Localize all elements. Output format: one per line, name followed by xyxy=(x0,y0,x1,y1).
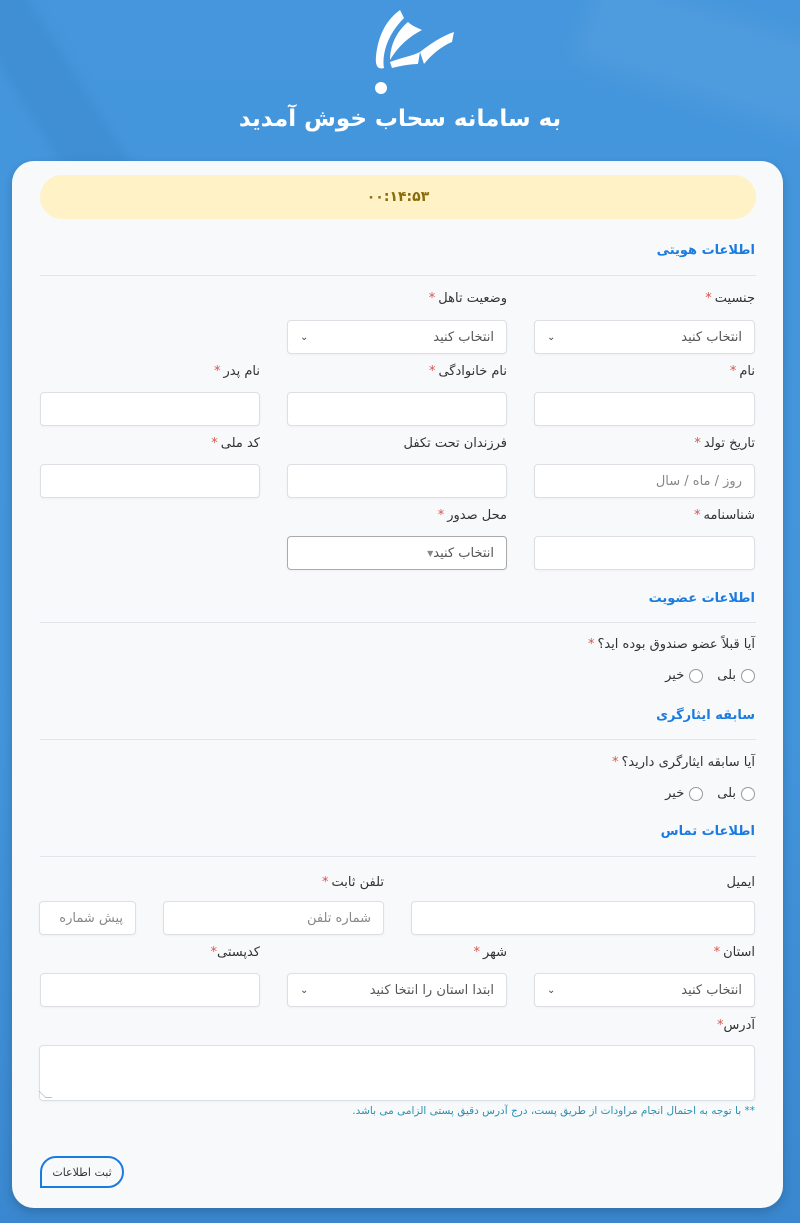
gender-label xyxy=(705,291,755,306)
required-mark: * xyxy=(211,436,218,451)
resize-handle-icon[interactable] xyxy=(39,1091,53,1098)
id-number-label xyxy=(694,508,755,523)
dependents-label xyxy=(403,436,507,451)
membership-option-yes[interactable] xyxy=(717,668,755,683)
marital-select-value: انتخاب کنید xyxy=(433,329,494,345)
section-divider xyxy=(40,856,756,857)
national-code-label xyxy=(211,436,260,451)
issue-place-label xyxy=(438,508,507,523)
city-label xyxy=(473,945,507,960)
postal-code-input[interactable] xyxy=(40,973,260,1007)
required-mark: * xyxy=(322,875,329,890)
email-label-text: ایمیل xyxy=(726,875,755,890)
birth-date-input[interactable] xyxy=(534,464,755,498)
required-mark: * xyxy=(214,364,221,379)
membership-option-no[interactable] xyxy=(665,668,703,683)
gender-select-value: انتخاب کنید xyxy=(681,329,742,345)
sacrifice-option-yes[interactable] xyxy=(717,786,755,801)
marital-label xyxy=(429,291,507,306)
phone-number-input[interactable] xyxy=(163,901,384,935)
city-select-value: ابتدا استان را انتخا کنید xyxy=(369,982,494,998)
sacrifice-option-no[interactable] xyxy=(665,786,703,801)
section-title-sacrifice: سابقه ایثارگری xyxy=(656,708,755,723)
radio-label: خیر xyxy=(665,786,685,801)
chevron-down-icon: ⌄ xyxy=(547,984,556,996)
section-title-identity: اطلاعات هویتی xyxy=(656,243,755,258)
issue-place-select-value: انتخاب کنید xyxy=(433,545,494,561)
last-name-label xyxy=(429,364,507,379)
first-name-input[interactable] xyxy=(534,392,755,426)
phone-prefix-placeholder: پیش شماره xyxy=(59,910,123,926)
page-header xyxy=(0,0,800,160)
phone-label-text: تلفن ثابت xyxy=(331,875,384,890)
required-mark: * xyxy=(694,508,701,523)
issue-place-label-text: محل صدور xyxy=(447,508,507,523)
dependents-label-text: فرزندان تحت تکفل xyxy=(403,436,507,451)
radio-button[interactable] xyxy=(741,669,755,683)
gender-label-text: جنسیت xyxy=(714,291,755,306)
national-code-input[interactable] xyxy=(40,464,260,498)
section-title-membership: اطلاعات عضویت xyxy=(648,591,755,606)
marital-select[interactable] xyxy=(287,320,507,354)
gender-select[interactable] xyxy=(534,320,755,354)
section-title-contact: اطلاعات تماس xyxy=(660,824,755,839)
national-code-label-text: کد ملی xyxy=(220,436,260,451)
membership-radio-group xyxy=(657,668,755,683)
address-label-text: آدرس xyxy=(723,1018,755,1033)
required-mark: * xyxy=(437,508,445,523)
section-divider xyxy=(40,275,756,276)
phone-prefix-input[interactable] xyxy=(39,901,136,935)
last-name-label-text: نام خانوادگی xyxy=(438,364,507,379)
postal-code-label-text: کدپستی xyxy=(217,945,260,960)
birth-date-placeholder: روز / ماه / سال xyxy=(655,473,742,489)
province-select-value: انتخاب کنید xyxy=(681,982,742,998)
required-mark: * xyxy=(587,637,595,652)
sacrifice-radio-group xyxy=(657,786,755,801)
birth-date-label-text: تاریخ تولد xyxy=(703,436,755,451)
father-name-input[interactable] xyxy=(40,392,260,426)
province-label xyxy=(714,945,755,960)
radio-button[interactable] xyxy=(689,669,703,683)
registration-form xyxy=(12,161,783,1208)
father-name-label-text: نام پدر xyxy=(223,364,260,379)
province-select[interactable] xyxy=(534,973,755,1007)
required-mark: * xyxy=(210,945,217,960)
radio-button[interactable] xyxy=(689,787,703,801)
radio-button[interactable] xyxy=(741,787,755,801)
section-divider xyxy=(40,739,756,740)
birth-date-label xyxy=(694,436,755,451)
required-mark: * xyxy=(694,436,701,451)
dependents-input[interactable] xyxy=(287,464,507,498)
email-input[interactable] xyxy=(411,901,755,935)
email-label xyxy=(726,875,755,890)
required-mark: * xyxy=(713,945,721,960)
required-mark: * xyxy=(729,364,737,379)
id-number-label-text: شناسنامه xyxy=(703,508,755,523)
city-label-text: شهر xyxy=(482,945,507,960)
section-divider xyxy=(40,622,756,623)
sacrifice-question-text: آیا سابقه ایثارگری دارید؟ xyxy=(621,755,755,770)
address-textarea[interactable] xyxy=(39,1045,755,1101)
required-mark: * xyxy=(716,1018,724,1033)
phone-number-placeholder: شماره تلفن xyxy=(307,910,371,926)
phone-label xyxy=(322,875,384,890)
countdown-timer: ۰۰:۱۴:۵۳ xyxy=(40,175,756,219)
welcome-title: به سامانه سحاب خوش آمدید xyxy=(238,106,562,132)
last-name-input[interactable] xyxy=(287,392,507,426)
address-label xyxy=(717,1018,755,1033)
membership-question-text: آیا قبلاً عضو صندوق بوده اید؟ xyxy=(597,637,755,652)
first-name-label xyxy=(730,364,755,379)
required-mark: * xyxy=(428,291,436,306)
chevron-down-icon: ⌄ xyxy=(300,984,309,996)
sahab-logo-icon xyxy=(338,6,458,96)
radio-label: بلی xyxy=(717,668,736,683)
required-mark: * xyxy=(611,755,619,770)
radio-label: بلی xyxy=(717,786,736,801)
id-number-input[interactable] xyxy=(534,536,755,570)
required-mark: * xyxy=(473,945,480,960)
membership-question xyxy=(588,637,755,652)
marital-label-text: وضعیت تاهل xyxy=(438,291,507,306)
address-hint: ** با توجه به احتمال انجام مراودات از طریق پست، درج آدرس دقیق پستی الزامی می باشد. xyxy=(352,1105,755,1117)
required-mark: * xyxy=(705,291,712,306)
sacrifice-question xyxy=(612,755,755,770)
radio-label: خیر xyxy=(665,668,685,683)
caret-down-icon: ▼ xyxy=(427,548,434,558)
city-select[interactable] xyxy=(287,973,507,1007)
province-label-text: استان xyxy=(723,945,755,960)
father-name-label xyxy=(214,364,260,379)
postal-code-label xyxy=(211,945,261,960)
first-name-label-text: نام xyxy=(739,364,755,379)
chevron-down-icon: ⌄ xyxy=(547,331,556,343)
submit-button[interactable]: ثبت اطلاعات xyxy=(40,1156,124,1188)
required-mark: * xyxy=(428,364,436,379)
issue-place-select[interactable] xyxy=(287,536,507,570)
chevron-down-icon: ⌄ xyxy=(300,331,309,343)
